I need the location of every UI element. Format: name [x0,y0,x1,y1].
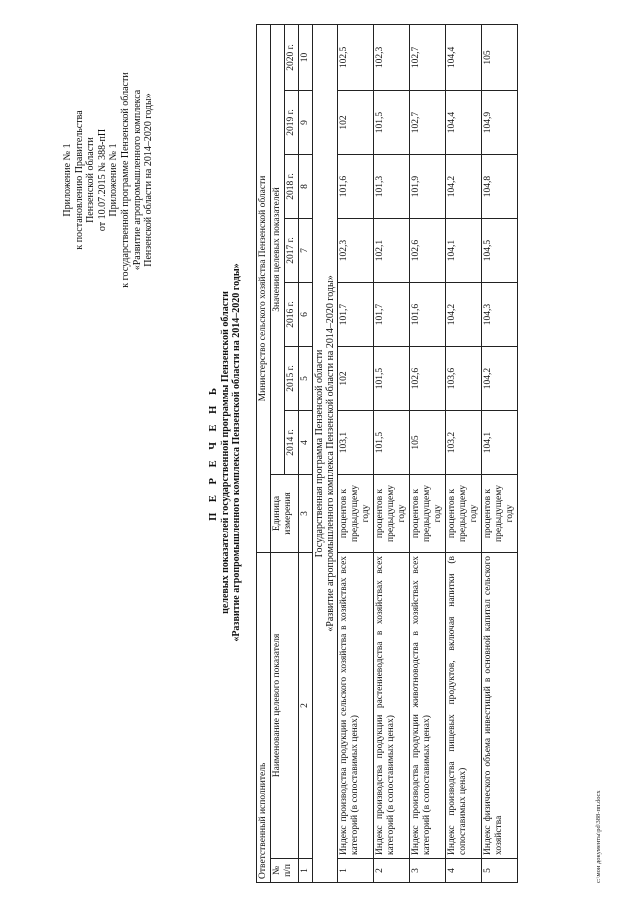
indicator-value: 102 [338,91,374,155]
section-row [313,24,338,882]
indicator-value: 101,5 [374,91,410,155]
responsible-value: Министерство сельского хозяйства Пензенской области [257,24,271,552]
indicators-table [256,24,518,883]
col-number: 10 [299,24,313,90]
indicator-value: 104,1 [482,411,518,475]
indicator-value: 104,4 [446,24,482,90]
col-number: 3 [299,475,313,553]
indicator-value: 101,5 [374,347,410,411]
indicator-name: Индекс производства продукции животноводства в хозяйствах всех категорий (в сопоставимых ценах) [410,553,446,859]
indicator-value: 101,9 [410,155,446,219]
col-number: 5 [299,347,313,411]
col-unit-header: Единица измерения [271,475,299,553]
indicator-value: 103,6 [446,347,482,411]
indicator-value: 103,1 [338,411,374,475]
appendix-line: Приложение № 1 [108,143,120,217]
row-number: 3 [410,859,446,883]
year-header: 2019 г. [285,91,299,155]
indicator-value: 102,3 [374,24,410,90]
indicator-value: 103,2 [446,411,482,475]
year-header: 2015 г. [285,347,299,411]
indicator-value: 104,2 [482,347,518,411]
indicator-name: Индекс производства пищевых продуктов, включая напитки (в сопоставимых ценах) [446,553,482,859]
table-row [374,24,410,882]
col-number: 9 [299,91,313,155]
row-number: 4 [446,859,482,883]
indicator-value: 102 [338,347,374,411]
appendix-line: Пензенской области на 2014–2020 годы» [143,93,155,267]
col-number: 8 [299,155,313,219]
indicator-value: 105 [482,24,518,90]
indicator-value: 101,3 [374,155,410,219]
table-row [482,24,518,882]
section-title [313,24,338,882]
year-header: 2016 г. [285,283,299,347]
indicator-value: 102,5 [338,24,374,90]
col-values-header: Значения целевых показателей [271,24,285,474]
col-number: 4 [299,411,313,475]
year-header: 2014 г. [285,411,299,475]
indicator-value: 102,7 [410,24,446,90]
col-name-header: Наименование целевого показателя [271,553,299,859]
appendix-line: «Развитие агропромышленного комплекса [131,89,143,271]
section-line: Государственная программа Пензенской области [314,349,325,558]
year-header: 2018 г. [285,155,299,219]
indicator-value: 102,7 [410,91,446,155]
col-num-header: № п/п [271,859,299,883]
appendix-line: Приложение № 1 [62,143,73,217]
document-heading [208,40,243,865]
indicator-value: 104,8 [482,155,518,219]
col-number: 1 [299,859,313,883]
indicator-value: 104,5 [482,219,518,283]
indicator-unit: процентов к предыдущему году [338,475,374,553]
indicator-value: 101,7 [338,283,374,347]
indicator-value: 104,2 [446,155,482,219]
col-number: 2 [299,553,313,859]
year-header: 2017 г. [285,219,299,283]
row-number: 2 [374,859,410,883]
appendix-line: от 10.07.2015 № 388-пП [96,128,108,232]
indicator-value: 101,5 [374,411,410,475]
indicator-value: 105 [410,411,446,475]
indicator-unit: процентов к предыдущему году [446,475,482,553]
indicator-name: Индекс физического объема инвестиций в основной капитал сельского хозяйства [482,553,518,859]
file-path-footer: c:\мои документы\pd\388-пп.docx [595,790,602,883]
indicator-unit: процентов к предыдущему году [410,475,446,553]
table-row [338,24,374,882]
indicator-value: 101,7 [374,283,410,347]
indicator-value: 101,6 [338,155,374,219]
heading-line: целевых показателей государственной программы Пензенской области [219,291,231,614]
indicator-value: 104,3 [482,283,518,347]
appendix-line: к постановлению Правительства [73,110,85,250]
appendix-line: к государственной программе Пензенской области [119,72,131,288]
appendix-line: Пензенской области [85,137,97,223]
col-number: 6 [299,283,313,347]
indicator-value: 102,1 [374,219,410,283]
indicator-value: 102,6 [410,347,446,411]
indicator-value: 104,1 [446,219,482,283]
table-row [446,24,482,882]
indicator-unit: процентов к предыдущему году [374,475,410,553]
responsible-label: Ответственный исполнитель [257,553,271,883]
header-row [271,24,285,882]
heading-line: «Развитие агропромышленного комплекса Пензенской области на 2014–2020 годы» [231,263,242,642]
document-title: П Е Р Е Ч Е Н Ь [208,384,219,521]
responsible-row [257,24,271,882]
section-line: «Развитие агропромышленного комплекса Пензенской области на 2014–2020 годы» [325,275,336,632]
indicator-value: 104,2 [446,283,482,347]
indicator-name: Индекс производства продукции растениеводства в хозяйствах всех категорий (в сопоставимых ценах) [374,553,410,859]
table-row [410,24,446,882]
indicator-unit: процентов к предыдущему году [482,475,518,553]
column-numbers-row [299,24,313,882]
indicator-name: Индекс производства продукции сельского хозяйства в хозяйствах всех категорий (в сопоставимых ценах) [338,553,374,859]
indicator-value: 104,4 [446,91,482,155]
indicator-value: 101,6 [410,283,446,347]
year-header: 2020 г. [285,24,299,90]
row-number: 1 [338,859,374,883]
row-number: 5 [482,859,518,883]
col-number: 7 [299,219,313,283]
appendix-block [62,30,155,330]
indicator-value: 102,6 [410,219,446,283]
indicator-value: 104,9 [482,91,518,155]
indicator-value: 102,3 [338,219,374,283]
